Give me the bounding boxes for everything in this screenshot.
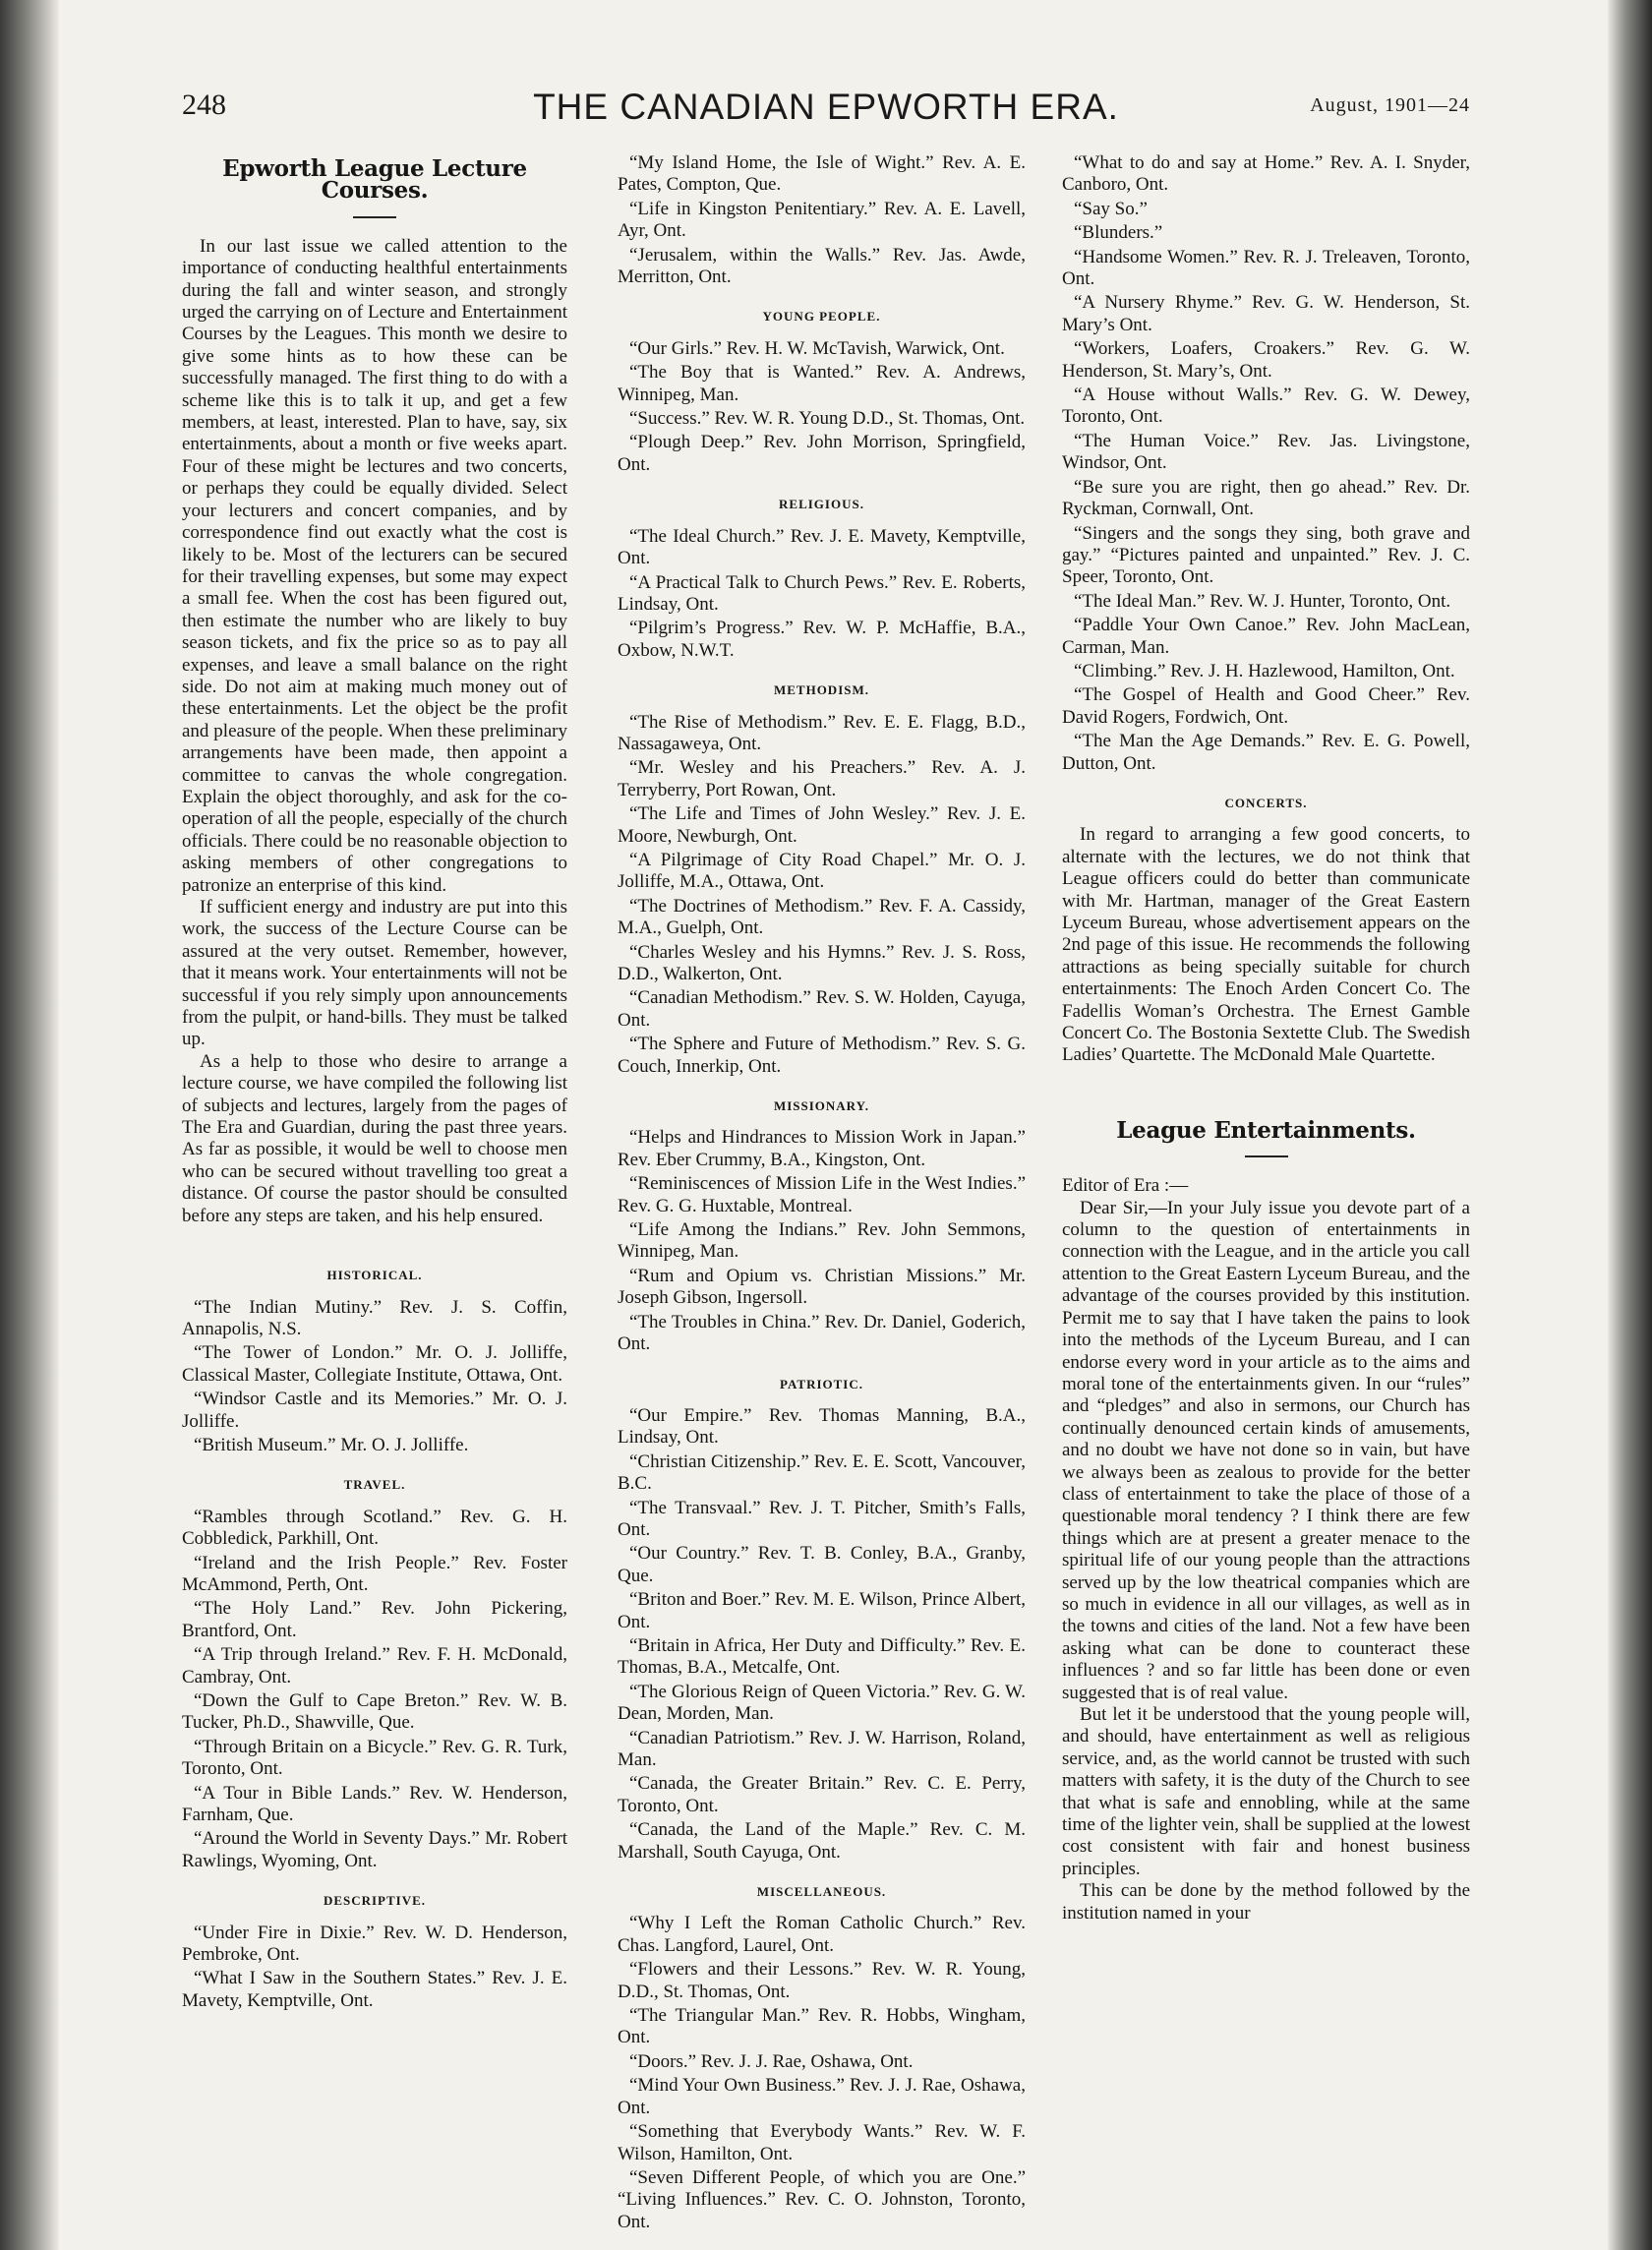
lecture-entry: “Through Britain on a Bicycle.” Rev. G. R. Turk, Toronto, Ont. — [182, 1736, 567, 1780]
lecture-entry: “Success.” Rev. W. R. Young D.D., St. Thomas, Ont. — [629, 408, 1026, 430]
lecture-entry: “Say So.” — [1074, 198, 1148, 219]
lecture-entry: “Around the World in Seventy Days.” Mr. Robert Rawlings, Wyoming, Ont. — [182, 1828, 567, 1871]
lecture-entry: “Something that Everybody Wants.” Rev. W. F. Wilson, Hamilton, Ont. — [618, 2121, 1026, 2164]
concerts-paragraph: In regard to arranging a few good concerts, to alternate with the lectures, we do not think that League officers could do better than communicate with Mr. Hartman, manager of the Great Eastern Lyceum Bureau, whose advertisement appears on the 2nd page of this issue. He recommends the following attractions as being specially suitable for church entertainments: The Enoch Arden Concert Co. The Fadellis Woman’s Orchestra. The Ernest Gamble Concert Co. The Bostonia Sextette Club. The Swedish Ladies’ Quartette. The McDonald Male Quartette. — [1062, 824, 1470, 1066]
lecture-entry: “Canadian Methodism.” Rev. S. W. Holden, Cayuga, Ont. — [618, 987, 1026, 1031]
article-paragraph: In our last issue we called attention to the importance of conducting healthful entertainments during the fall and winter season, and strongly urged the carrying on of Lecture and Entertainment Courses by the Leagues. This month we desire to give some hints as to how these can be successfully managed. The first thing to do with a scheme like this is to talk it up, and get a few members, at least, interested. Plan to have, say, six entertainments, about a month or five weeks apart. Four of these might be lectures and two concerts, or perhaps they could be equally divided. Select your lecturers and concert companies, and by correspondence find out exactly what the cost is likely to be. Most of the lecturers can be secured for their travelling expenses, but some may expect a small fee. When the cost has been figured out, then estimate the number who are likely to buy season tickets, and fix the price so as to pay all expenses, and leave a small balance on the right side. Do not aim at making much money out of these entertainments. Let the object be the profit and pleasure of the people. When these preliminary arrangements have been made, then appoint a committee to canvas the whole congregation. Explain the object thoroughly, and ask for the co-operation of all the people, especially of the church officials. There could be no reasonable objection to asking members of other congregations to patronize an enterprise of this kind. — [182, 235, 567, 896]
lecture-entry: “Seven Different People, of which you are One.” “Living Influences.” Rev. C. O. Johnston, Toronto, Ont. — [618, 2166, 1026, 2232]
lecture-entry: “Mr. Wesley and his Preachers.” Rev. A. J. Terryberry, Port Rowan, Ont. — [618, 757, 1026, 800]
lecture-entry: “The Gospel of Health and Good Cheer.” Rev. David Rogers, Fordwich, Ont. — [1062, 684, 1470, 728]
section-heading-missionary: MISSIONARY. — [773, 1098, 870, 1114]
lecture-entry: “The Transvaal.” Rev. J. T. Pitcher, Smith’s Falls, Ont. — [618, 1497, 1026, 1540]
lecture-entry: “Down the Gulf to Cape Breton.” Rev. W. B. Tucker, Ph.D., Shawville, Que. — [182, 1690, 567, 1734]
lecture-entry: “The Ideal Man.” Rev. W. J. Hunter, Toronto, Ont. — [1074, 590, 1451, 612]
lecture-entry: “Our Empire.” Rev. Thomas Manning, B.A., Lindsay, Ont. — [618, 1404, 1026, 1449]
lecture-entry: “Rum and Opium vs. Christian Missions.” Mr. Joseph Gibson, Ingersoll. — [618, 1265, 1026, 1309]
lecture-entry: “The Boy that is Wanted.” Rev. A. Andrews, Winnipeg, Man. — [618, 362, 1026, 405]
article-paragraph: If sufficient energy and industry are put into this work, the success of the Lecture Course can be assured at the very outset. Remember, however, that it means work. Your entertainments will not be successful if you rely simply upon announcements from the pulpit, or hand-bills. They must be talked up. — [182, 897, 567, 1050]
section-heading-methodism: METHODISM. — [773, 682, 870, 698]
lecture-entry: “What I Saw in the Southern States.” Rev. J. E. Mavety, Kemptville, Ont. — [182, 1968, 567, 2011]
lecture-entry: “The Rise of Methodism.” Rev. E. E. Flagg, B.D., Nassagaweya, Ont. — [618, 711, 1026, 754]
lecture-entry: “Under Fire in Dixie.” Rev. W. D. Henderson, Pembroke, Ont. — [182, 1922, 567, 1966]
lecture-entry: “Britain in Africa, Her Duty and Difficulty.” Rev. E. Thomas, B.A., Metcalfe, Ont. — [618, 1634, 1026, 1679]
lecture-entry: “Plough Deep.” Rev. John Morrison, Springfield, Ont. — [618, 432, 1026, 475]
article-title: League Entertainments. — [1116, 1116, 1416, 1144]
section-heading-historical: HISTORICAL. — [326, 1268, 423, 1283]
lecture-entry: “Briton and Boer.” Rev. M. E. Wilson, Prince Albert, Ont. — [618, 1589, 1026, 1632]
lecture-entry: “The Life and Times of John Wesley.” Rev. J. E. Moore, Newburgh, Ont. — [618, 803, 1026, 847]
section-heading-miscellaneous: MISCELLANEOUS. — [756, 1884, 887, 1900]
lecture-entry: “Paddle Your Own Canoe.” Rev. John MacLean, Carman, Man. — [1062, 615, 1470, 658]
lecture-entry: “Ireland and the Irish People.” Rev. Foster McAmmond, Perth, Ont. — [182, 1552, 567, 1595]
lecture-entry: “Canadian Patriotism.” Rev. J. W. Harrison, Roland, Man. — [618, 1727, 1026, 1770]
page-header — [182, 81, 1470, 140]
lecture-entry: “The Glorious Reign of Queen Victoria.” Rev. G. W. Dean, Morden, Man. — [618, 1681, 1026, 1725]
book-binding-shadow — [0, 0, 59, 2250]
lecture-entry: “The Human Voice.” Rev. Jas. Livingstone, Windsor, Ont. — [1062, 430, 1470, 474]
lecture-entry: “The Ideal Church.” Rev. J. E. Mavety, Kemptville, Ont. — [618, 525, 1026, 569]
letter-paragraph: This can be done by the method followed by the institution named in your — [1062, 1880, 1470, 1924]
lecture-entry: “Rambles through Scotland.” Rev. G. H. Cobbledick, Parkhill, Ont. — [182, 1506, 567, 1550]
lecture-entry: “A Tour in Bible Lands.” Rev. W. Henderson, Farnham, Que. — [182, 1782, 567, 1826]
column-3 — [1062, 152, 1470, 1924]
lecture-entry: “The Tower of London.” Mr. O. J. Jolliffe, Classical Master, Collegiate Institute, Ottawa, Ont. — [182, 1342, 567, 1386]
lecture-entry: “Blunders.” — [1074, 222, 1163, 244]
lecture-entry: “Charles Wesley and his Hymns.” Rev. J. S. Ross, D.D., Walkerton, Ont. — [618, 941, 1026, 984]
article-title: Epworth League Lecture Courses. — [222, 155, 527, 205]
lecture-entry: “Windsor Castle and its Memories.” Mr. O. J. Jolliffe. — [182, 1389, 567, 1432]
lecture-entry: “Be sure you are right, then go ahead.” Rev. Dr. Ryckman, Cornwall, Ont. — [1062, 476, 1470, 520]
letter-paragraph: Dear Sir,—In your July issue you devote part of a column to the question of entertainments in connection with the League, and in the article you call attention to the Great Eastern Lyceum Bureau, and the advantage of the courses provided by this institution. Permit me to say that I have taken the pains to look into the methods of the Lyceum Bureau, and I can endorse every word in your article as to the aims and moral tone of the entertainments given. In our “rules” and “pledges” and also in sermons, our Church has continually denounced certain kinds of amusements, and no doubt we have not done so in vain, but have we always been as zealous to provide for the better class of entertainment to take the place of those of a questionable moral tendency ? I think there are few things which are at present a greater menace to the spiritual life of our young people than the attractions served up by the low theatrical companies which are so much in evidence in all our villages, as well as in the towns and cities of the land. Not a few have been asking what can be done to counteract these influences ? and so far little has been done or even suggested that is of real value. — [1062, 1197, 1470, 1703]
lecture-entry: “Helps and Hindrances to Mission Work in Japan.” Rev. Eber Crummy, B.A., Kingston, Ont. — [618, 1127, 1026, 1170]
lecture-entry: “Climbing.” Rev. J. H. Hazlewood, Hamilton, Ont. — [1074, 660, 1455, 681]
section-heading-patriotic: PATRIOTIC. — [780, 1376, 863, 1391]
journal-title: THE CANADIAN EPWORTH ERA. — [533, 87, 1119, 127]
lecture-entry: “Workers, Loafers, Croakers.” Rev. G. W. Henderson, St. Mary’s, Ont. — [1062, 338, 1470, 382]
section-heading-travel: TRAVEL. — [343, 1477, 406, 1493]
lecture-entry: “Doors.” Rev. J. J. Rae, Oshawa, Ont. — [629, 2050, 914, 2072]
lecture-entry: “Mind Your Own Business.” Rev. J. J. Rae, Oshawa, Ont. — [618, 2075, 1026, 2118]
lecture-entry: “My Island Home, the Isle of Wight.” Rev. A. E. Pates, Compton, Que. — [618, 152, 1026, 196]
title-rule — [1245, 1155, 1288, 1157]
lecture-entry: “The Doctrines of Methodism.” Rev. F. A. Cassidy, M.A., Guelph, Ont. — [618, 895, 1026, 939]
article-paragraph: As a help to those who desire to arrange a lecture course, we have compiled the following list of subjects and lectures, largely from the pages of The Era and Guardian, during the past three years. As far as possible, it would be well to choose men who can be secured without travelling too great a distance. Of course the pastor should be consulted before any steps are taken, and his help ensured. — [182, 1050, 567, 1226]
lecture-entry: “Canada, the Land of the Maple.” Rev. C. M. Marshall, South Cayuga, Ont. — [618, 1819, 1026, 1863]
page-edge-shadow — [1608, 0, 1652, 2250]
lecture-entry: “Reminiscences of Mission Life in the West Indies.” Rev. G. G. Huxtable, Montreal. — [618, 1173, 1026, 1216]
section-heading-young-people: YOUNG PEOPLE. — [762, 309, 881, 325]
section-heading-concerts: CONCERTS. — [1224, 795, 1308, 810]
lecture-entry: “A Practical Talk to Church Pews.” Rev. E. Roberts, Lindsay, Ont. — [618, 571, 1026, 615]
lecture-entry: “A House without Walls.” Rev. G. W. Dewey, Toronto, Ont. — [1062, 385, 1470, 428]
lecture-entry: “Why I Left the Roman Catholic Church.” Rev. Chas. Langford, Laurel, Ont. — [618, 1913, 1026, 1956]
column-2 — [618, 152, 1026, 2235]
letter-paragraph: But let it be understood that the young people will, and should, have entertainment as well as religious service, and, as the world cannot be trusted with such matters with safety, it is the duty of the Church to see that what is safe and ennobling, while at the same time of the lighter vein, shall be supplied at the lowest cost consistent with fair and honest business principles. — [1062, 1704, 1470, 1879]
lecture-entry: “What to do and say at Home.” Rev. A. I. Snyder, Canboro, Ont. — [1062, 152, 1470, 196]
section-heading-religious: RELIGIOUS. — [779, 497, 864, 512]
section-heading-descriptive: DESCRIPTIVE. — [323, 1893, 427, 1909]
lecture-entry: “Our Girls.” Rev. H. W. McTavish, Warwick, Ont. — [629, 337, 1005, 359]
lecture-entry: “The Holy Land.” Rev. John Pickering, Brantford, Ont. — [182, 1598, 567, 1641]
lecture-entry: “The Sphere and Future of Methodism.” Rev. S. G. Couch, Innerkip, Ont. — [618, 1034, 1026, 1077]
lecture-entry: “The Troubles in China.” Rev. Dr. Daniel, Goderich, Ont. — [618, 1311, 1026, 1355]
lecture-entry: “The Man the Age Demands.” Rev. E. G. Powell, Dutton, Ont. — [1062, 731, 1470, 774]
lecture-entry: “The Indian Mutiny.” Rev. J. S. Coffin, Annapolis, N.S. — [182, 1296, 567, 1339]
lecture-entry: “Flowers and their Lessons.” Rev. W. R. Young, D.D., St. Thomas, Ont. — [618, 1959, 1026, 2002]
lecture-entry: “Handsome Women.” Rev. R. J. Treleaven, Toronto, Ont. — [1062, 246, 1470, 290]
lecture-entry: “Christian Citizenship.” Rev. E. E. Scott, Vancouver, B.C. — [618, 1451, 1026, 1495]
lecture-entry: “The Triangular Man.” Rev. R. Hobbs, Wingham, Ont. — [618, 2005, 1026, 2048]
lecture-entry: “Jerusalem, within the Walls.” Rev. Jas. Awde, Merritton, Ont. — [618, 244, 1026, 288]
lecture-entry: “Pilgrim’s Progress.” Rev. W. P. McHaffie, B.A., Oxbow, N.W.T. — [618, 618, 1026, 661]
lecture-entry: “A Pilgrimage of City Road Chapel.” Mr. O. J. Jolliffe, M.A., Ottawa, Ont. — [618, 849, 1026, 893]
issue-date: August, 1901—24 — [1310, 94, 1470, 116]
lecture-entry: “A Nursery Rhyme.” Rev. G. W. Henderson, St. Mary’s Ont. — [1062, 292, 1470, 335]
title-rule — [353, 216, 396, 218]
lecture-entry: “A Trip through Ireland.” Rev. F. H. McDonald, Cambray, Ont. — [182, 1644, 567, 1688]
lecture-entry: “Canada, the Greater Britain.” Rev. C. E. Perry, Toronto, Ont. — [618, 1773, 1026, 1816]
lecture-entry: “Our Country.” Rev. T. B. Conley, B.A., Granby, Que. — [618, 1543, 1026, 1586]
lecture-entry: “Life Among the Indians.” Rev. John Semmons, Winnipeg, Man. — [618, 1219, 1026, 1263]
lecture-entry: “British Museum.” Mr. O. J. Jolliffe. — [194, 1434, 469, 1455]
lecture-entry: “Singers and the songs they sing, both grave and gay.” “Pictures painted and unpainted.” Rev. J. C. Speer, Toronto, Ont. — [1062, 522, 1470, 588]
page-number: 248 — [182, 89, 226, 121]
lecture-entry: “Life in Kingston Penitentiary.” Rev. A. E. Lavell, Ayr, Ont. — [618, 198, 1026, 242]
letter-salutation: Editor of Era :— — [1062, 1175, 1189, 1197]
column-1 — [182, 152, 567, 2014]
